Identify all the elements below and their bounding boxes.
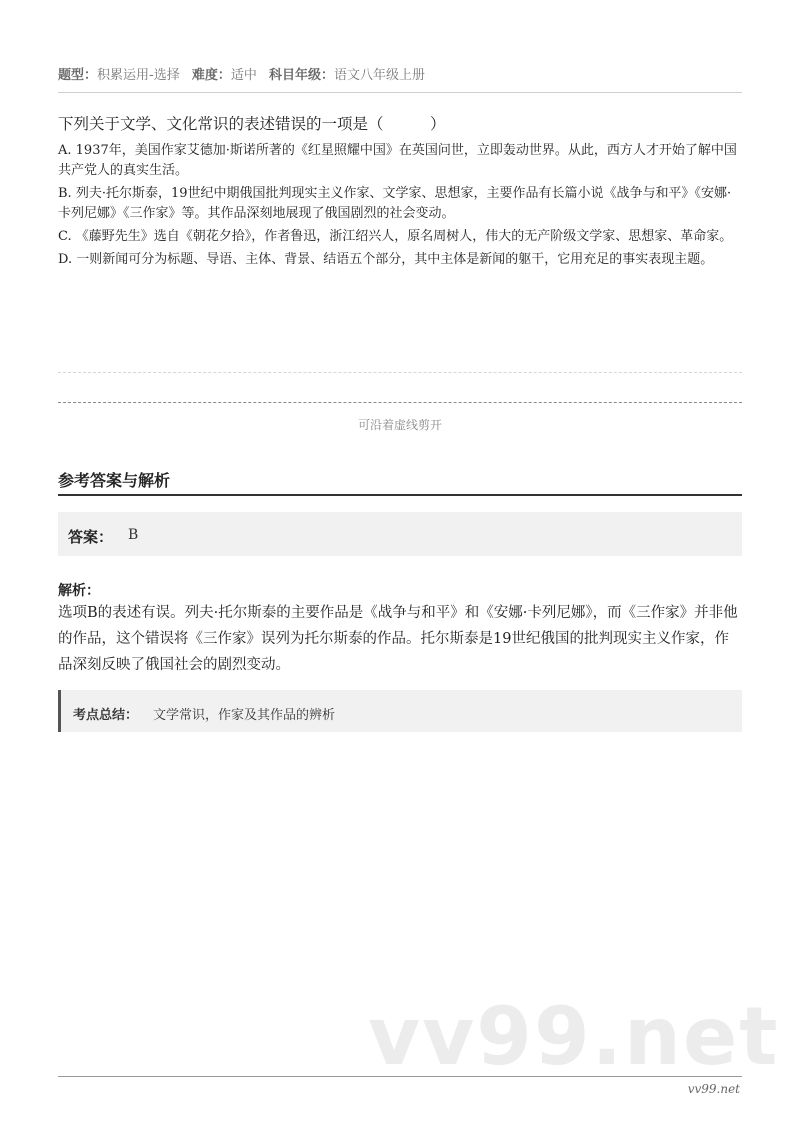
watermark: vv99.net (368, 990, 780, 1083)
summary-label: 考点总结： (73, 708, 139, 723)
type-value: 积累运用-选择 (97, 68, 180, 83)
answer-section-title: 参考答案与解析 (58, 471, 171, 490)
option-b: B. 列夫·托尔斯泰，19世纪中期俄国批判现实主义作家、文学家、思想家，主要作品有长篇小说《战争与和平》《安娜·卡列尼娜》《三作家》等。其作品深刻地展现了俄国剧烈的社会变动。 (58, 186, 732, 221)
question-stem: 下列关于文学、文化常识的表述错误的一项是（ ） (58, 115, 446, 133)
option-c: C. 《藤野先生》选自《朝花夕拾》，作者鲁迅，浙江绍兴人，原名周树人，伟大的无产阶级文学家、思想家、革命家。 (58, 229, 733, 244)
type-label: 题型： (58, 68, 98, 83)
footer-site: vv99.net (687, 1082, 740, 1096)
analysis-label: 解析： (58, 583, 100, 599)
option-list (58, 141, 742, 273)
option-d: D. 一则新闻可分为标题、导语、主体、背景、结语五个部分，其中主体是新闻的躯干，它用充足的事实表现主题。 (58, 252, 714, 267)
cut-line (58, 402, 742, 403)
footer-divider (58, 1076, 742, 1077)
summary-box (58, 690, 742, 732)
answer-value: B (128, 527, 139, 543)
difficulty-label: 难度： (191, 68, 231, 83)
analysis-text: 选项B的表述有误。列夫·托尔斯泰的主要作品是《战争与和平》和《安娜·卡列尼娜》，而《三作家》并非他的作品，这个错误将《三作家》误列为托尔斯泰的作品。托尔斯泰是19世纪俄国的批判现实主义作家，作品深刻反映了俄国社会的剧烈变动。 (58, 605, 738, 673)
cut-hint: 可沿着虚线剪开 (357, 418, 442, 432)
section-divider (58, 494, 742, 496)
summary-value: 文学常识，作家及其作品的辨析 (153, 708, 336, 723)
option-a: A. 1937年，美国作家艾德加·斯诺所著的《红星照耀中国》在英国问世，立即轰动世界。从此，西方人才开始了解中国共产党人的真实生活。 (58, 143, 737, 178)
answer-box (58, 512, 742, 556)
question-meta (58, 64, 433, 83)
light-dashed-divider (58, 372, 742, 373)
grade-label: 科目年级： (269, 68, 335, 83)
answer-label: 答案： (68, 528, 114, 546)
grade-value: 语文八年级上册 (334, 68, 426, 83)
difficulty-value: 适中 (230, 68, 257, 83)
meta-divider (58, 92, 742, 93)
